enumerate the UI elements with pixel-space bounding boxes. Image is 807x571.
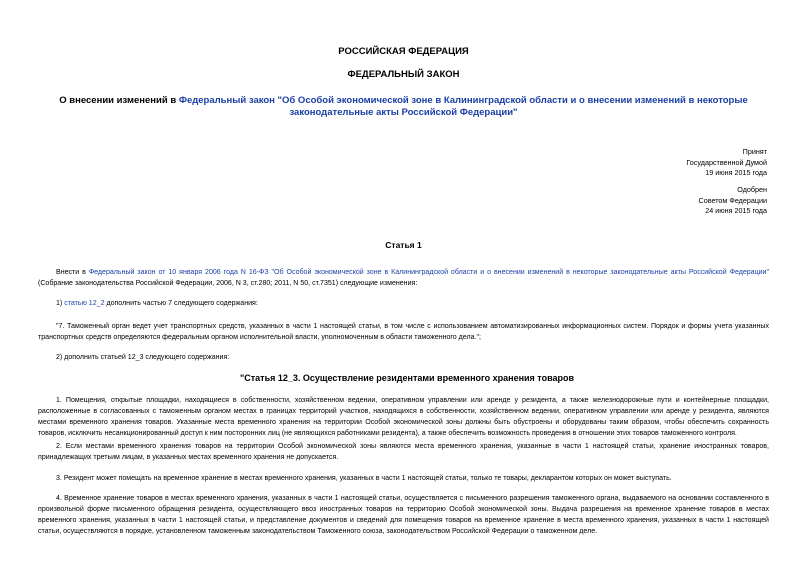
approval-line: Советом Федерации — [698, 195, 767, 205]
article-1-intro — [38, 267, 769, 289]
approval-line: Одобрен — [737, 185, 767, 194]
law-title-prefix: О внесении изменений в — [59, 95, 179, 106]
paragraph-2 — [38, 441, 769, 463]
article-1-heading: Статья 1 — [385, 240, 422, 250]
approval-date: 24 июня 2015 года — [705, 206, 767, 215]
item-2-text: 2) дополнить статьей 12_3 следующего содержания: — [56, 354, 230, 361]
article-12-2-link[interactable]: статью 12_2 — [64, 300, 105, 307]
paragraph-1 — [38, 395, 769, 439]
adoption-duma-line: Принят — [742, 147, 767, 156]
item-2 — [38, 352, 769, 363]
amended-law-link[interactable]: Федеральный закон "Об Особой экономической зоне в Калининградской области и о внесении изменений в некоторые законодательные акты Российской Федерации" — [178, 95, 748, 118]
item-1 — [38, 298, 769, 309]
intro-prefix: Внести в — [56, 269, 89, 276]
quote-part-7 — [38, 321, 769, 343]
paragraph-3-text: 3. Резидент может помещать на временное хранение в местах временного хранения, указанных в части 1 настоящей статьи, только те товары, декларантом которых он может выступать. — [56, 475, 672, 482]
item-1-prefix: 1) — [56, 300, 65, 307]
paragraph-2-text: 2. Если местами временного хранения товаров на территории Особой экономической зоны являются места временного хранения, указанные в части 1 настоящей статьи, хранение иностранных товаров, принадлежащих третьим лицам, в указанных местах временного хранения не допускается. — [38, 443, 769, 461]
adoption-duma-date: 19 июня 2015 года — [705, 168, 767, 177]
law-type-heading: ФЕДЕРАЛЬНЫЙ ЗАКОН — [347, 69, 460, 80]
paragraph-4 — [38, 493, 769, 537]
adoption-duma — [686, 147, 767, 179]
quote-part-7-text: "7. Таможенный орган ведет учет транспортных средств, указанных в части 1 настоящей статьи, в том числе с использованием автоматизированных информационных систем. Порядок и формы учета указанных транспортных средств определяются федеральным органом исполнительной власти, уполномоченным в области таможенного дела."; — [38, 323, 769, 341]
intro-suffix: (Собрание законодательства Российской Федерации, 2006, N 3, ст.280; 2011, N 50, ст.7351) следующие изменения: — [38, 280, 418, 287]
paragraph-1-text: 1. Помещения, открытые площадки, находящиеся в собственности, хозяйственном ведении, оперативном управлении или аренде у резидента, а также железнодорожные пути и контейнерные площадки, расположенные в согласованных с таможенным органом местах в границах территорий участков, находящихся в собственности, хозяйственном ведении, оперативном управлении или аренде у резидента, являются местами временного хранения товаров. Указанные места временного хранения на территории Особой экономической зоны должны быть обустроены и оборудованы таким образом, чтобы обеспечить сохранность товаров, исключить несанкционированный доступ к ним посторонних лиц (не являющихся работниками резидента), а также обеспечить возможность проведения в отношении этих товаров таможенного контроля. — [38, 397, 769, 437]
article-12-3-heading: "Статья 12_3. Осуществление резидентами временного хранения товаров — [240, 373, 575, 383]
paragraph-4-text: 4. Временное хранение товаров в местах временного хранения, указанных в части 1 настоящей статьи, осуществляется с письменного разрешения таможенного органа, выдаваемого на основании составленного в произвольной форме письменного обращения резидента, осуществляющего ввоз иностранных товаров на территорию Особой экономической зоны. Выдача разрешения на временное хранение товаров в местах временного хранения, указанных в части 1 настоящей статьи, и представление документов и сведений для помещения товаров на временное хранение в места временного хранения, указанных в части 1 настоящей статьи, осуществляются в порядке, установленном таможенным законодательством Таможенного союза, законодательством Российской Федерации о таможенном деле. — [38, 495, 769, 535]
paragraph-3 — [38, 473, 769, 484]
adoption-duma-line: Государственной Думой — [686, 157, 767, 167]
law-title — [40, 95, 767, 119]
federal-law-16fz-link[interactable]: Федеральный закон от 10 января 2006 года N 16-ФЗ "Об Особой экономической зоне в Калининградской области и о внесении изменений в некоторые законодательные акты Российской Федерации" — [88, 269, 769, 276]
adoption-federation-council — [699, 185, 767, 217]
item-1-suffix: дополнить частью 7 следующего содержания: — [104, 300, 258, 307]
country-heading: РОССИЙСКАЯ ФЕДЕРАЦИЯ — [338, 46, 469, 57]
